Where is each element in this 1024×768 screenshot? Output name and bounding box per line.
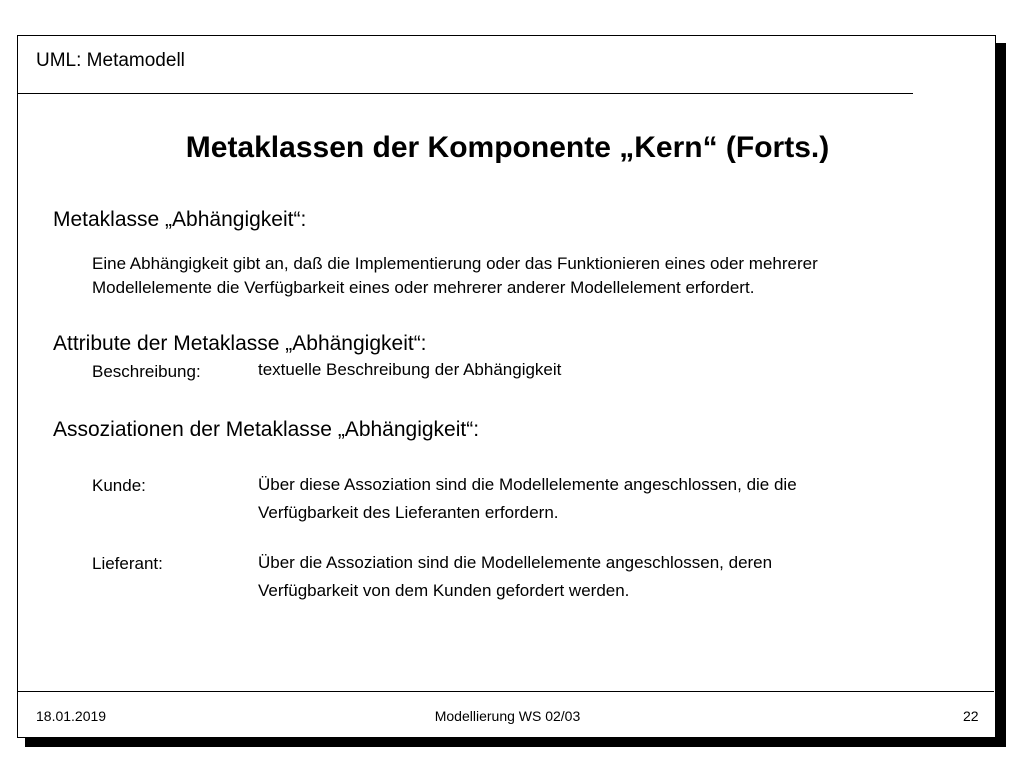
association-definition-kunde bbox=[258, 471, 797, 527]
footer-page-number: 22 bbox=[963, 708, 979, 724]
header-title: UML: Metamodell bbox=[36, 50, 185, 71]
association-term-kunde: Kunde: bbox=[92, 476, 146, 495]
description-line-2: Modellelemente die Verfügbarkeit eines oder mehrerer anderer Modellelement erfordert. bbox=[92, 278, 755, 297]
attribute-term: Beschreibung: bbox=[92, 362, 201, 381]
description-line-1: Eine Abhängigkeit gibt an, daß die Implementierung oder das Funktionieren eines oder mehrerer bbox=[92, 254, 818, 273]
section-heading-metaklasse: Metaklasse „Abhängigkeit“: bbox=[53, 208, 307, 231]
association-term-lieferant: Lieferant: bbox=[92, 554, 163, 573]
footer-divider bbox=[18, 691, 994, 692]
slide-title: Metaklassen der Komponente „Kern“ (Forts.) bbox=[185, 131, 830, 164]
slide bbox=[17, 35, 996, 738]
association-kunde-line-2: Verfügbarkeit des Lieferanten erfordern. bbox=[258, 503, 559, 522]
section-heading-attribute: Attribute der Metaklasse „Abhängigkeit“: bbox=[53, 332, 427, 355]
footer-date: 18.01.2019 bbox=[36, 708, 107, 724]
association-definition-lieferant bbox=[258, 549, 772, 605]
association-kunde-line-1: Über diese Assoziation sind die Modellelemente angeschlossen, die die bbox=[258, 475, 797, 494]
association-lieferant-line-1: Über die Assoziation sind die Modellelemente angeschlossen, deren bbox=[258, 553, 773, 572]
description-paragraph bbox=[92, 252, 818, 300]
attribute-definition: textuelle Beschreibung der Abhängigkeit bbox=[258, 360, 562, 379]
association-lieferant-line-2: Verfügbarkeit von dem Kunden gefordert werden. bbox=[258, 581, 630, 600]
footer-course: Modellierung WS 02/03 bbox=[434, 708, 581, 724]
header-divider bbox=[18, 93, 913, 94]
section-heading-assoziationen: Assoziationen der Metaklasse „Abhängigkeit“: bbox=[53, 418, 480, 441]
